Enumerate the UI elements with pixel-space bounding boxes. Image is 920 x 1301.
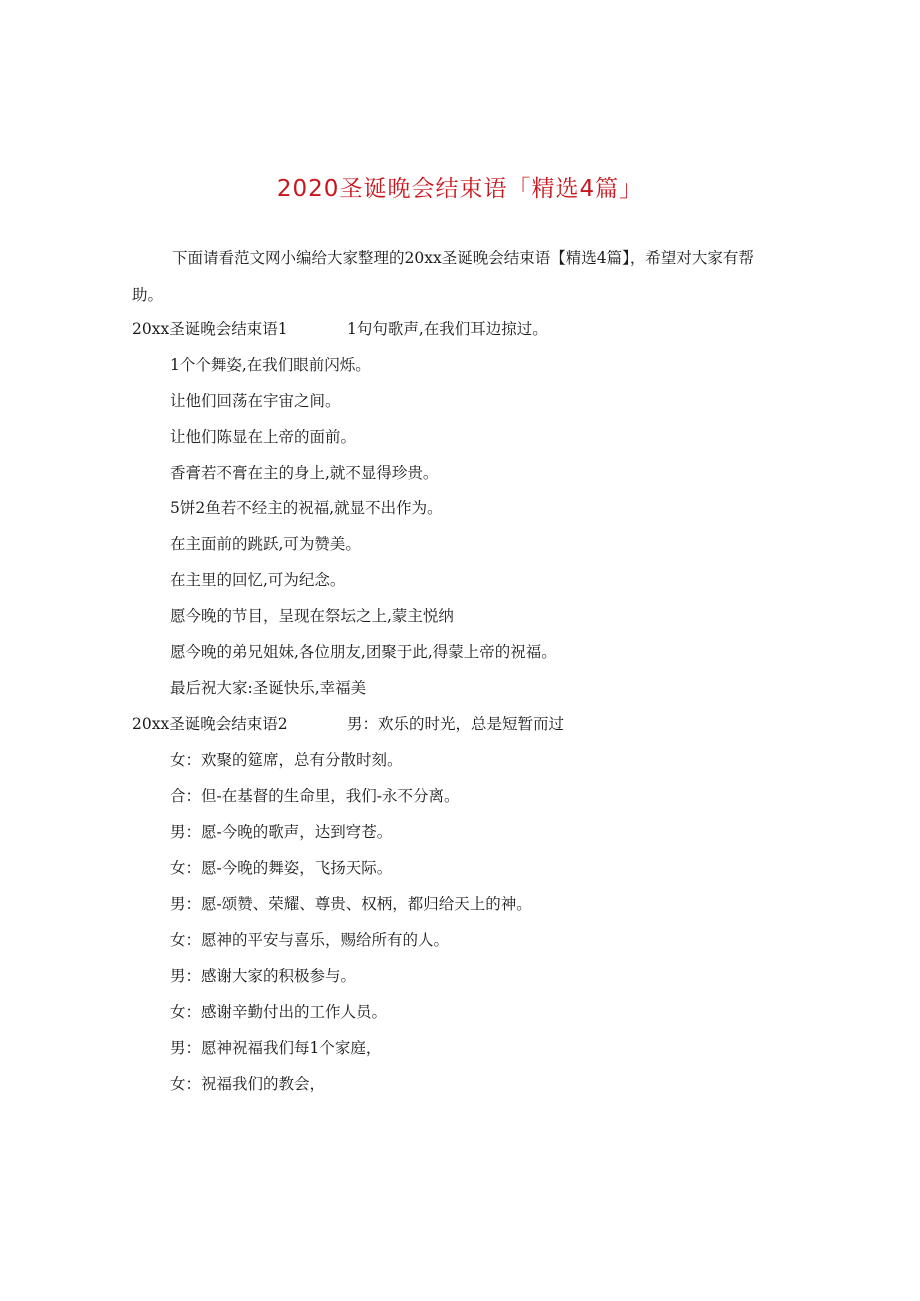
section-title: 20xx圣诞晚会结束语1 bbox=[132, 320, 288, 338]
text-line: 女：欢聚的筵席，总有分散时刻。 bbox=[170, 751, 403, 769]
text-line: 1个个舞姿,在我们眼前闪烁。 bbox=[170, 356, 371, 374]
text-line: 让他们回荡在宇宙之间。 bbox=[170, 392, 341, 410]
text-line: 愿今晚的节目，呈现在祭坛之上,蒙主悦纳 bbox=[170, 607, 454, 625]
text-line: 女：感谢辛勤付出的工作人员。 bbox=[170, 1003, 388, 1021]
text-line: 女：愿神的平安与喜乐，赐给所有的人。 bbox=[170, 931, 450, 949]
section-title: 20xx圣诞晚会结束语2 bbox=[132, 715, 288, 733]
text-line: 男：愿-今晚的歌声，达到穹苍。 bbox=[170, 823, 393, 841]
text-line: 5饼2鱼若不经主的祝福,就显不出作为。 bbox=[170, 499, 443, 517]
text-line: 香膏若不膏在主的身上,就不显得珍贵。 bbox=[170, 464, 439, 482]
section-first-line: 男：欢乐的时光，总是短暂而过 bbox=[347, 715, 565, 733]
text-line: 在主面前的跳跃,可为赞美。 bbox=[170, 535, 361, 553]
intro-paragraph: 下面请看范文网小编给大家整理的20xx圣诞晚会结束语【精选4篇】，希望对大家有帮助。 bbox=[132, 249, 754, 304]
text-line: 在主里的回忆,可为纪念。 bbox=[170, 571, 346, 589]
text-line: 女：祝福我们的教会， bbox=[170, 1075, 326, 1093]
text-line: 女：愿-今晚的舞姿，飞扬天际。 bbox=[170, 859, 393, 877]
section-first-line: 1句句歌声,在我们耳边掠过。 bbox=[347, 320, 548, 338]
text-line: 合：但-在基督的生命里，我们-永不分离。 bbox=[170, 787, 460, 805]
text-line: 让他们陈显在上帝的面前。 bbox=[170, 428, 357, 446]
text-line: 男：愿神祝福我们每1个家庭， bbox=[170, 1039, 382, 1057]
text-line: 男：感谢大家的积极参与。 bbox=[170, 967, 357, 985]
section-heading bbox=[132, 318, 548, 340]
text-line: 愿今晚的弟兄姐妹,各位朋友,团聚于此,得蒙上帝的祝福。 bbox=[170, 643, 557, 661]
text-line: 最后祝大家:圣诞快乐,幸福美 bbox=[170, 679, 367, 697]
document-title: 2020圣诞晚会结束语「精选4篇」 bbox=[276, 176, 644, 202]
section-heading bbox=[132, 713, 565, 735]
text-line: 男：愿-颂赞、荣耀、尊贵、权柄，都归给天上的神。 bbox=[170, 895, 532, 913]
